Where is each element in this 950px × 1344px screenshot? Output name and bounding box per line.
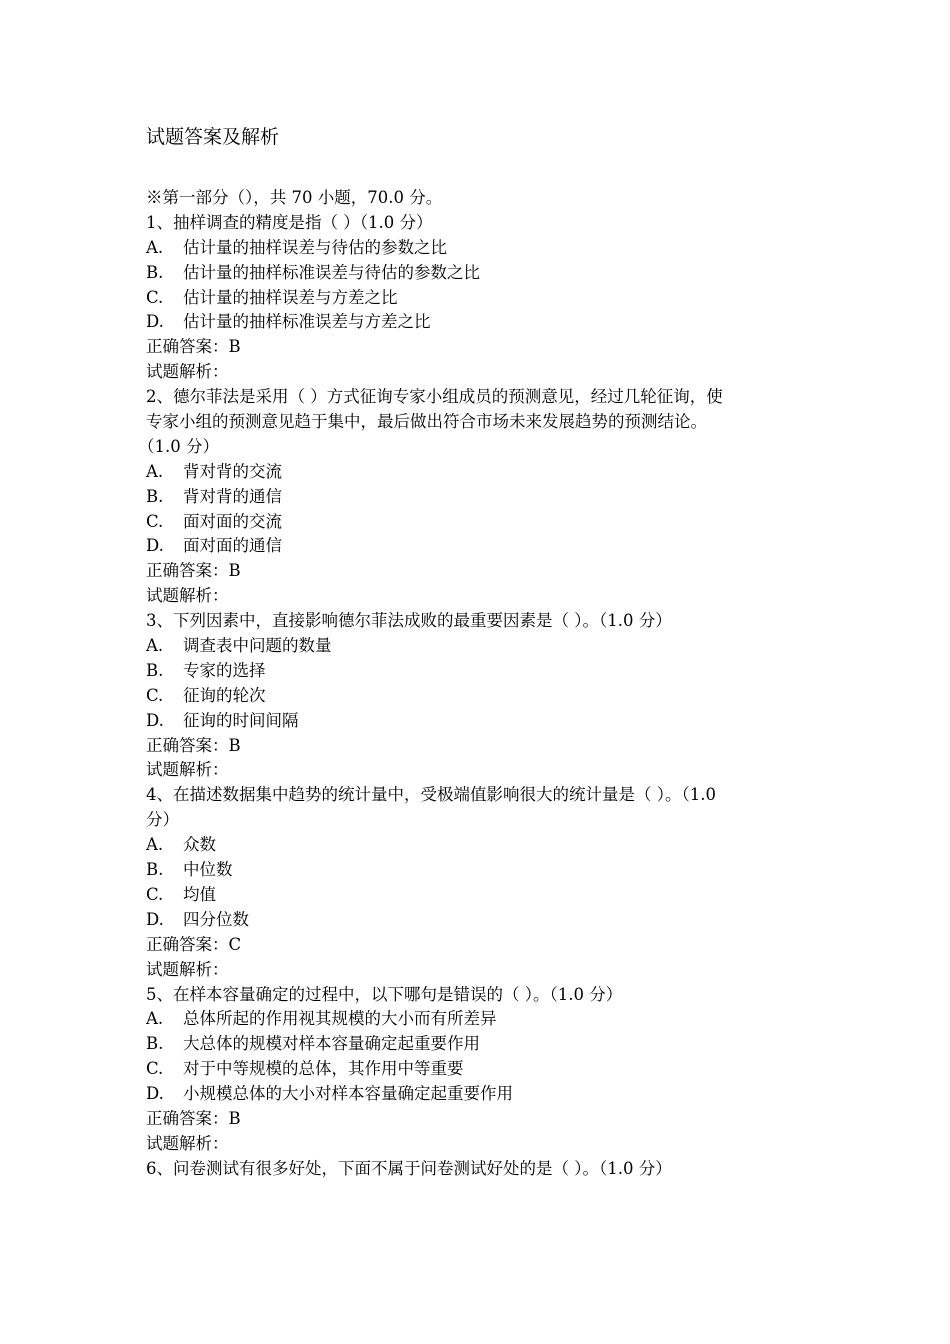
option-d <box>146 1082 816 1107</box>
option-text: 大总体的规模对样本容量确定起重要作用 <box>183 1034 480 1054</box>
option-text: 专家的选择 <box>183 660 266 680</box>
answer-label: 正确答案： <box>146 934 229 954</box>
option-a <box>146 460 816 485</box>
question-stem-line: 4、在描述数据集中趋势的统计量中，受极端值影响很大的统计量是（ ）。（1.0 <box>146 785 716 805</box>
question-3 <box>146 609 816 783</box>
option-text: 中位数 <box>183 860 233 880</box>
option-d <box>146 534 816 559</box>
option-text: 估计量的抽样误差与方差之比 <box>183 287 398 307</box>
option-text: 调查表中问题的数量 <box>183 636 332 656</box>
option-letter: C. <box>146 884 164 904</box>
option-letter: D. <box>146 1084 164 1104</box>
option-text: 四分位数 <box>183 909 249 929</box>
option-text: 背对背的通信 <box>183 486 282 506</box>
option-c <box>146 510 816 535</box>
option-text: 征询的轮次 <box>183 685 266 705</box>
option-letter: B. <box>146 660 164 680</box>
option-text: 面对面的通信 <box>183 536 282 556</box>
option-letter: B. <box>146 860 164 880</box>
option-a <box>146 833 816 858</box>
option-a <box>146 634 816 659</box>
option-text: 征询的时间间隔 <box>183 710 299 730</box>
analysis-label: 试题解析： <box>146 760 229 780</box>
option-text: 面对面的交流 <box>183 511 282 531</box>
document-title: 试题答案及解析 <box>146 126 280 148</box>
answer-label: 正确答案： <box>146 337 229 357</box>
correct-answer <box>146 559 816 584</box>
option-a <box>146 1007 816 1032</box>
option-c <box>146 286 816 311</box>
question-stem-line: 2、德尔菲法是采用（ ）方式征询专家小组成员的预测意见，经过几轮征询，使 <box>146 387 723 407</box>
question-stem: 1、抽样调查的精度是指（ ）（1.0 分） <box>146 212 433 232</box>
question-stem: 5、在样本容量确定的过程中，以下哪句是错误的（ ）。（1.0 分） <box>146 984 623 1004</box>
option-letter: B. <box>146 486 164 506</box>
option-letter: C. <box>146 685 164 705</box>
answer-label: 正确答案： <box>146 561 229 581</box>
correct-answer <box>146 1107 816 1132</box>
option-letter: C. <box>146 287 164 307</box>
option-letter: A. <box>146 636 164 656</box>
option-d <box>146 310 816 335</box>
answer-value: B <box>228 1108 241 1128</box>
question-stem: 6、问卷测试有很多好处，下面不属于问卷测试好处的是（ ）。（1.0 分） <box>146 1158 672 1178</box>
question-2 <box>138 385 816 609</box>
option-b <box>146 1032 816 1057</box>
analysis-label: 试题解析： <box>146 362 229 382</box>
analysis-label: 试题解析： <box>146 959 229 979</box>
question-6 <box>146 1157 816 1182</box>
option-c <box>146 883 816 908</box>
option-letter: D. <box>146 710 164 730</box>
option-text: 估计量的抽样误差与待估的参数之比 <box>183 237 447 257</box>
analysis-label: 试题解析： <box>146 1133 229 1153</box>
option-text: 估计量的抽样标准误差与待估的参数之比 <box>183 262 480 282</box>
option-letter: A. <box>146 237 164 257</box>
option-letter: B. <box>146 262 164 282</box>
question-stem-line: 专家小组的预测意见趋于集中，最后做出符合市场未来发展趋势的预测结论。 <box>146 412 707 432</box>
option-letter: A. <box>146 1009 164 1029</box>
question-stem-line: 分） <box>146 810 179 830</box>
option-text: 均值 <box>183 884 216 904</box>
question-1 <box>146 211 816 385</box>
question-stem: 3、下列因素中，直接影响德尔菲法成败的最重要因素是（ ）。（1.0 分） <box>146 611 672 631</box>
option-text: 总体所起的作用视其规模的大小而有所差异 <box>183 1009 497 1029</box>
option-text: 对于中等规模的总体，其作用中等重要 <box>183 1059 464 1079</box>
option-letter: B. <box>146 1034 164 1054</box>
correct-answer <box>146 933 816 958</box>
option-letter: C. <box>146 511 164 531</box>
option-b <box>146 659 816 684</box>
option-b <box>146 858 816 883</box>
option-text: 估计量的抽样标准误差与方差之比 <box>183 312 431 332</box>
question-4 <box>146 783 816 982</box>
answer-value: B <box>228 337 241 357</box>
question-5 <box>146 983 816 1157</box>
option-letter: D. <box>146 536 164 556</box>
option-a <box>146 236 816 261</box>
option-d <box>146 709 816 734</box>
option-d <box>146 908 816 933</box>
option-letter: D. <box>146 909 164 929</box>
option-letter: A. <box>146 835 164 855</box>
answer-value: C <box>228 934 242 954</box>
option-letter: D. <box>146 312 164 332</box>
option-letter: C. <box>146 1059 164 1079</box>
option-c <box>146 1057 816 1082</box>
question-stem-line: （1.0 分） <box>138 436 219 456</box>
correct-answer <box>146 734 816 759</box>
answer-value: B <box>228 561 241 581</box>
section-header: ※第一部分（），共 70 小题，70.0 分。 <box>146 188 443 207</box>
answer-label: 正确答案： <box>146 1108 229 1128</box>
option-c <box>146 684 816 709</box>
option-text: 众数 <box>183 835 216 855</box>
answer-label: 正确答案： <box>146 735 229 755</box>
option-b <box>146 485 816 510</box>
document-body <box>138 186 816 1182</box>
correct-answer <box>146 335 816 360</box>
analysis-label: 试题解析： <box>146 586 229 606</box>
option-b <box>146 261 816 286</box>
option-text: 背对背的交流 <box>183 461 282 481</box>
option-text: 小规模总体的大小对样本容量确定起重要作用 <box>183 1084 513 1104</box>
option-letter: A. <box>146 461 164 481</box>
answer-value: B <box>228 735 241 755</box>
